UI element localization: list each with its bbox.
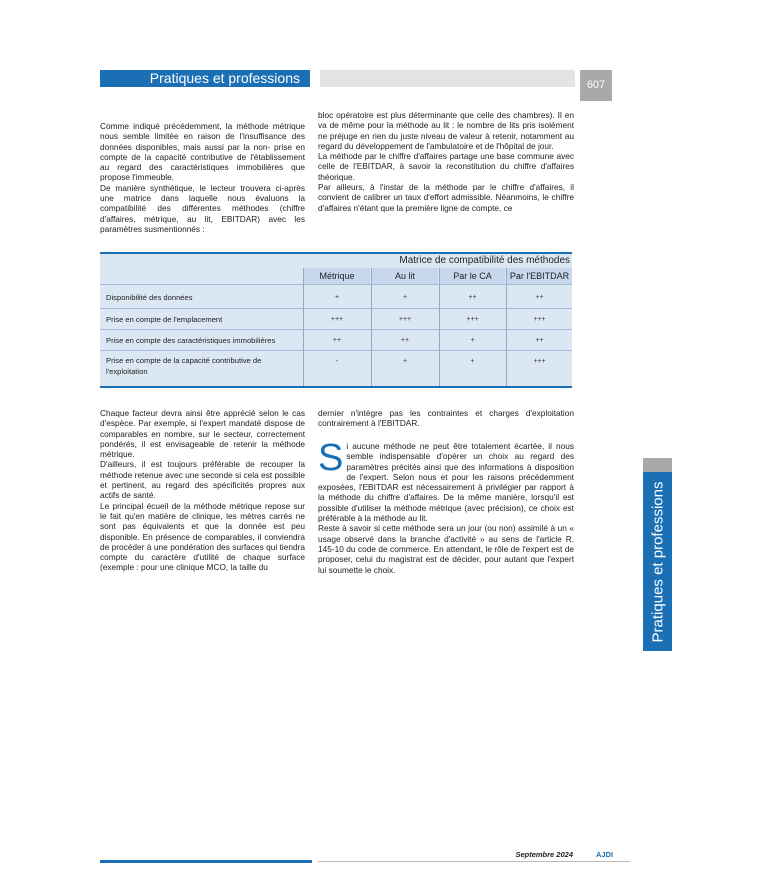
table-divider: [439, 268, 440, 386]
table-cell: +: [470, 337, 475, 344]
table-row-label: Prise en compte de la capacité contributive de l'exploitation: [106, 356, 262, 376]
table-cell: +++: [466, 316, 479, 323]
table-header-par-ebitdar: Par l'EBITDAR: [507, 268, 572, 284]
table-cell: ++: [332, 337, 342, 344]
table-divider: [506, 268, 507, 386]
side-tab-gray-cap: [643, 458, 672, 472]
paragraph: dernier n'intègre pas les contraintes et charges d'exploitation contrairement à l'EBITDAR.: [318, 408, 574, 429]
footer-blue-rule: [100, 860, 312, 863]
table-header-au-lit: Au lit: [372, 268, 438, 284]
dropcap-letter: S: [318, 437, 344, 479]
column-1-text: [100, 121, 305, 234]
table-cell: ++: [535, 294, 544, 301]
paragraph-body: i aucune méthode ne peut être totalement écartée, il nous semble indispensable d'opérer un choix au regard des paramètres précités ainsi que des informations à disposition de l'expert. Selon nous et pour les raisons précédemment exposées, l'EBITDAR est nécessairement à privilégier par rapport à la méthode du chiffre d'affaires. De la même manière, lorsqu'il est possible d'utiliser la méthode métrique (avec précision), ce choix est préférable à la méthode au lit.: [318, 441, 574, 524]
table-header-metrique: Métrique: [304, 268, 370, 284]
table-row-label: Prise en compte de l'emplacement: [106, 315, 223, 324]
paragraph: bloc opératoire est plus déterminante que celle des chambres). Il en va de même pour la méthode au lit : le nombre de lits pris isolément ne préjuge en rien du juste niveau de valeur à retenir, notamment au regard du développement de l'ambulatoire et de l'hôpital de jour.: [318, 110, 574, 151]
table-row-divider: [100, 329, 572, 330]
table-title: Matrice de compatibilité des méthodes: [399, 255, 570, 266]
table-cell: +: [334, 294, 340, 301]
table-cell: -: [335, 358, 339, 365]
paragraph: D'ailleurs, il est toujours préférable de recouper la méthode retenue avec une seconde si cela est possible et pertinent, au regard des spécificités propres aux actifs de santé.: [100, 459, 305, 501]
header-gray-bar: [320, 70, 575, 87]
table-row-label: Disponibilité des données: [106, 293, 193, 302]
footer-date: Septembre 2024: [515, 850, 573, 859]
table-cell: +++: [330, 316, 344, 323]
column-5-text: [318, 437, 574, 575]
table-cell: +++: [398, 316, 412, 323]
table-cell: +: [402, 358, 408, 365]
table-row-divider: [100, 308, 572, 309]
paragraph: Comme indiqué précédemment, la méthode métrique nous semble limitée en raison de l'insuffisance des données disponibles, mais aussi par la non- prise en compte de la capacité contributive de l'établissement au regard des caractéristiques immobilières que propose l'immeuble.: [100, 121, 305, 183]
paragraph: Par ailleurs, à l'instar de la méthode par le chiffre d'affaires, il convient de calibrer un taux d'effort admissible. Néanmoins, le chiffre d'affaires n'étant que la première ligne de compte, ce: [318, 182, 574, 213]
table-row-label: Prise en compte des caractéristiques immobilières: [106, 336, 276, 345]
table-divider: [303, 268, 304, 386]
footer-journal: AJDI: [596, 850, 614, 859]
page-number: 607: [580, 70, 612, 101]
table-row-divider: [100, 350, 572, 351]
table-cell: ++: [400, 337, 410, 344]
section-title: Pratiques et professions: [149, 70, 300, 86]
table-top-rule: [100, 252, 572, 254]
paragraph: La méthode par le chiffre d'affaires partage une base commune avec celle de l'EBITDAR, à savoir la reconstitution du chiffre d'affaires théorique.: [318, 151, 574, 182]
table-cell: +: [402, 294, 408, 301]
table-divider: [371, 268, 372, 386]
section-header-bar: [100, 70, 310, 87]
side-tab-label: Pratiques et professions: [649, 481, 666, 642]
table-cell: +++: [533, 358, 546, 365]
paragraph: Chaque facteur devra ainsi être apprécié selon le cas d'espèce. Par exemple, si l'expert mandaté dispose de comparables en nombre, sur le secteur, correctement pondérés, il est envisageable de retenir la méthode métrique.: [100, 408, 305, 460]
table-bottom-rule: [100, 386, 572, 388]
column-3-text: [100, 408, 305, 573]
table-row-divider: [100, 284, 572, 285]
table-cell: +++: [533, 316, 546, 323]
table-cell: +: [470, 358, 475, 365]
table-cell: ++: [468, 294, 477, 301]
table-cell: ++: [535, 337, 544, 344]
side-tab-label-wrap: [643, 472, 672, 651]
paragraph: [318, 437, 574, 524]
column-4-text: [318, 408, 574, 429]
paragraph: De manière synthétique, le lecteur trouvera ci-après une matrice dans laquelle nous évaluons la compatibilité des différentes méthodes (chiffre d'affaires, métrique, au lit, EBITDAR) avec les paramètres susmentionnés :: [100, 182, 305, 234]
paragraph: Le principal écueil de la méthode métrique repose sur le fait qu'en matière de clinique, les mètres carrés ne sont pas équivalents et que la donnée est peu disponible. En présence de comparables, il conviendra de procéder à une pondération des surfaces qui tiendra compte du caractère d'utilité de chaque surface (exemple : pour une clinique MCO, la taille du: [100, 500, 305, 573]
table-header-par-le-ca: Par le CA: [440, 268, 505, 284]
column-2-text: [318, 110, 574, 213]
footer-gray-rule: [318, 861, 630, 862]
paragraph: Reste à savoir si cette méthode sera un jour (ou non) assimilé à un « usage observé dans la branche d'activité » au sens de l'article R. 145-10 du code de commerce. En attendant, le rôle de l'expert est de proposer, celui du magistrat est de décider, pour autant que l'expert lui soumette le choix.: [318, 523, 574, 575]
